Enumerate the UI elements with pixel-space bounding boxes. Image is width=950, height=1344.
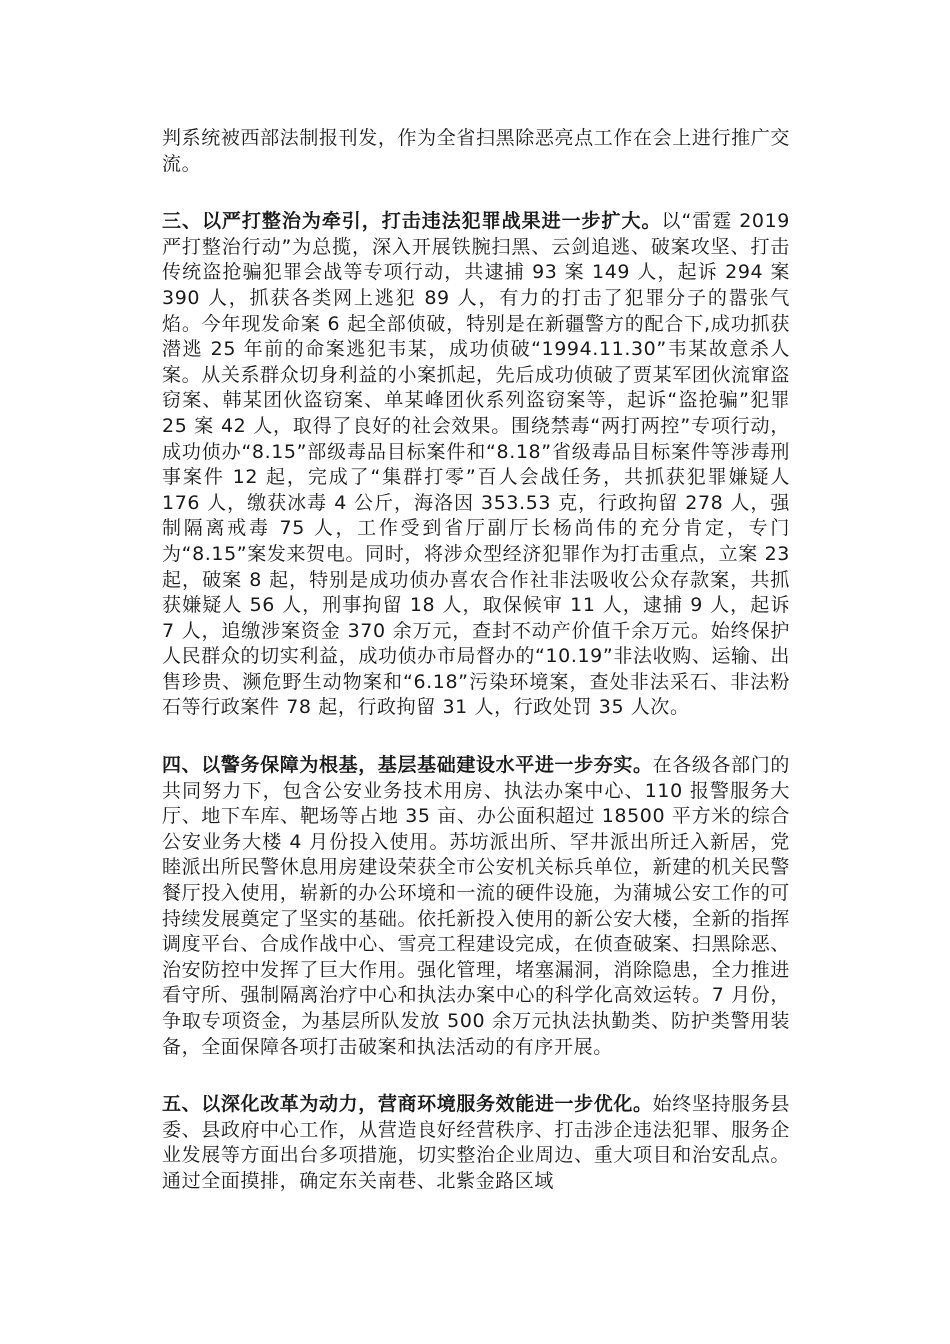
paragraph-body: 以“雷霆 2019 严打整治行动”为总揽，深入开展铁腕扫黑、云剑追逃、破案攻坚、打击传统盗抢骗犯罪会战等专项行动，共逮捕 93 案 149 人，起诉 294 案 390 人，抓获各类网上逃犯 89 人，有力的打击了犯罪分子的嚣张气焰。今年现发命案 6 起全部侦破，特别是在新疆警方的配合下,成功抓获潜逃 25 年前的命案逃犯韦某，成功侦破“1994.11.30”韦某故意杀人案。从关系群众切身利益的小案抓起，先后成功侦破了贾某军团伙流窜盗窃案、韩某团伙盗窃案、单某峰团伙系列盗窃案等，起诉“盗抢骗”犯罪 25 案 42 人，取得了良好的社会效果。围绕禁毒“两打两控”专项行动，成功侦办“8.15”部级毒品目标案件和“8.18”省级毒品目标案件等涉毒刑事案件 12 起，完成了“集群打零”百人会战任务，共抓获犯罪嫌疑人 176 人，缴获冰毒 4 公斤，海洛因 353.53 克，行政拘留 278 人，强制隔离戒毒 75 人，工作受到省厅副厅长杨尚伟的充分肯定，专门为“8.15”案发来贺电。同时，将涉众型经济犯罪作为打击重点，立案 23 起，破案 8 起，特别是成功侦办喜农合作社非法吸收公众存款案，共抓获嫌疑人 56 人，刑事拘留 18 人，取保候审 11 人，逮捕 9 人，起诉 7 人，追缴涉案资金 370 余万元，查封不动产价值千余万元。始终保护人民群众的切实利益，成功侦办市局督办的“10.19”非法收购、运输、出售珍贵、濒危野生动物案和“6.18”污染环境案，查处非法采石、非法粉石等行政案件 78 起，行政拘留 31 人，行政处罚 35 人次。 [162,210,790,719]
paragraph-body: 在各级各部门的共同努力下，包含公安业务技术用房、执法办案中心、110 报警服务大厅、地下车库、靶场等占地 35 亩、办公面积超过 18500 平方米的综合公安业务大楼 4 月份投入使用。苏坊派出所、罕井派出所迁入新居，党睦派出所民警休息用房建设荣获全市公安机关标兵单位，新建的机关民警餐厅投入使用，崭新的办公环境和一流的硬件设施，为蒲城公安工作的可持续发展奠定了坚实的基础。依托新投入使用的新公安大楼，全新的指挥调度平台、合成作战中心、雪亮工程建设完成，在侦查破案、扫黑除恶、治安防控中发挥了巨大作用。强化管理，堵塞漏洞，消除隐患，全力推进看守所、强制隔离治疗中心和执法办案中心的科学化高效运转。7 月份，争取专项资金，为基层所队发放 500 余万元执法执勤类、防护类警用装备，全面保障各项打击破案和执法活动的有序开展。 [162,754,790,1058]
paragraph-section-4 [162,753,790,1060]
paragraph-section-3 [162,209,790,721]
paragraph-body: 始终坚持服务县委、县政府中心工作，从营造良好经营秩序、打击涉企违法犯罪、服务企业发展等方面出台多项措施，切实整治企业周边、重大项目和治安乱点。通过全面摸排，确定东关南巷、北紫金路区域 [162,1093,790,1192]
section-heading: 三、以严打整治为牵引，打击违法犯罪战果进一步扩大。 [162,210,662,233]
paragraph-section-5 [162,1092,790,1194]
paragraph-body: 判系统被西部法制报刊发，作为全省扫黑除恶亮点工作在会上进行推广交流。 [162,127,790,175]
paragraph-continuation [162,126,790,177]
section-heading: 四、以警务保障为根基，基层基础建设水平进一步夯实。 [162,754,653,777]
section-heading: 五、以深化改革为动力，营商环境服务效能进一步优化。 [162,1093,653,1116]
document-page [162,126,790,1227]
